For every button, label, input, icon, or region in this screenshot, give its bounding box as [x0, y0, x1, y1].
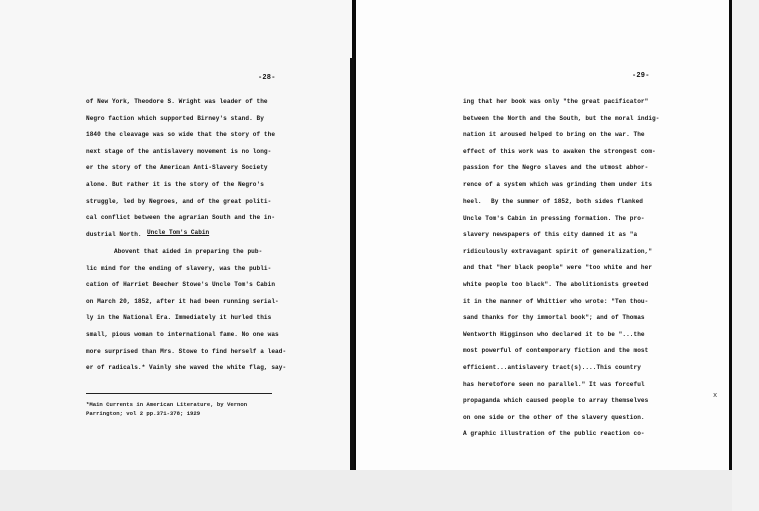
page-spine [350, 58, 354, 470]
left-page [0, 0, 352, 470]
text-line: more surprised than Mrs. Stowe to find herself a lead- [86, 347, 287, 355]
scan-bottom-margin [0, 470, 732, 511]
text-line: on one side or the other of the slavery question. [463, 413, 645, 421]
text-line: Abovent that aided in preparing the pub- [114, 248, 263, 255]
text-line: ing that her book was only "the great pacificator" [463, 98, 649, 105]
text-line: effect of this work was to awaken the strongest com- [463, 147, 656, 155]
text-line: white people too black". The abolitionists greeted [463, 280, 649, 288]
text-line: Parrington; vol 2 pp.371-378; 1929 [86, 410, 201, 417]
section-heading: Uncle Tom's Cabin [147, 229, 210, 236]
margin-mark: x [713, 392, 718, 400]
text-line: and that "her black people" were "too white and her [463, 264, 653, 272]
paragraph [86, 244, 286, 377]
text-line: of New York, Theodore S. Wright was leader of the [86, 98, 268, 105]
text-line: er the story of the American Anti-Slavery Society [86, 164, 268, 172]
text-line: between the North and the South, but the moral indig- [463, 114, 660, 122]
text-line: nation it aroused helped to bring on the war. The [463, 131, 645, 139]
footnote [86, 400, 247, 418]
text-line: cal conflict between the agrarian South and the in- [86, 214, 276, 222]
text-line: efficient...antislavery tract(s)....This country [463, 363, 641, 371]
text-line: passion for the Negro slaves and the utmost abhor- [463, 164, 649, 172]
paragraph [463, 194, 652, 443]
text-line: By the summer of 1852, both sides flanked [491, 198, 643, 205]
text-line: propaganda which caused people to array themselves [463, 397, 649, 405]
text-line: ly in the National Era. Immediately it hurled this [86, 314, 272, 322]
text-line: cation of Harriet Beecher Stowe's Uncle Tom's Cabin [86, 281, 276, 289]
text-line: has heretofore seen no parallel." It was forceful [463, 380, 645, 388]
text-line: slavery newspapers of this city damned it as "a [463, 231, 638, 239]
text-line: small, pious woman to international fame. No one was [86, 330, 279, 338]
text-line: *Main Currents in American Literature, by Vernon [86, 401, 248, 408]
text-line: sand thanks for thy immortal book"; and of Thomas [463, 314, 645, 322]
text-line: A graphic illustration of the public reaction co- [463, 430, 645, 438]
text-line: 1840 the cleavage was so wide that the story of the [86, 131, 276, 139]
text-line: alone. But rather it is the story of the Negro's [86, 180, 264, 188]
page-number: -28- [258, 74, 276, 82]
text-line: rence of a system which was grinding them under its [463, 180, 653, 188]
text-line: struggle, led by Negroes, and of the great politi- [86, 197, 272, 205]
text-line: heel. [463, 197, 482, 205]
text-line: er of radicals.* Vainly she waved the white flag, say- [86, 364, 287, 372]
adjacent-sheet-edge [732, 0, 759, 511]
text-line: dustrial North. [86, 230, 142, 238]
text-line: Negro faction which supported Birney's stand. By [86, 114, 264, 122]
text-line: most powerful of contemporary fiction and the most [463, 347, 649, 355]
text-line: lic mind for the ending of slavery, was the publi- [86, 264, 272, 272]
page-number: -29- [632, 72, 650, 80]
text-line: ridiculously extravagant spirit of generalization," [463, 247, 653, 255]
text-line: Wentworth Higginson who declared it to be "...the [463, 330, 645, 338]
text-line: Uncle Tom's Cabin in pressing formation. The pro- [463, 214, 645, 222]
text-line: next stage of the antislavery movement is no long- [86, 147, 272, 155]
text-line: it in the manner of Whittier who wrote: "Ten thou- [463, 297, 649, 305]
right-page [356, 0, 729, 470]
footnote-rule [86, 393, 272, 394]
paragraph [463, 94, 659, 210]
paragraph [86, 94, 275, 243]
text-line: on March 20, 1852, after it had been running serial- [86, 297, 279, 305]
